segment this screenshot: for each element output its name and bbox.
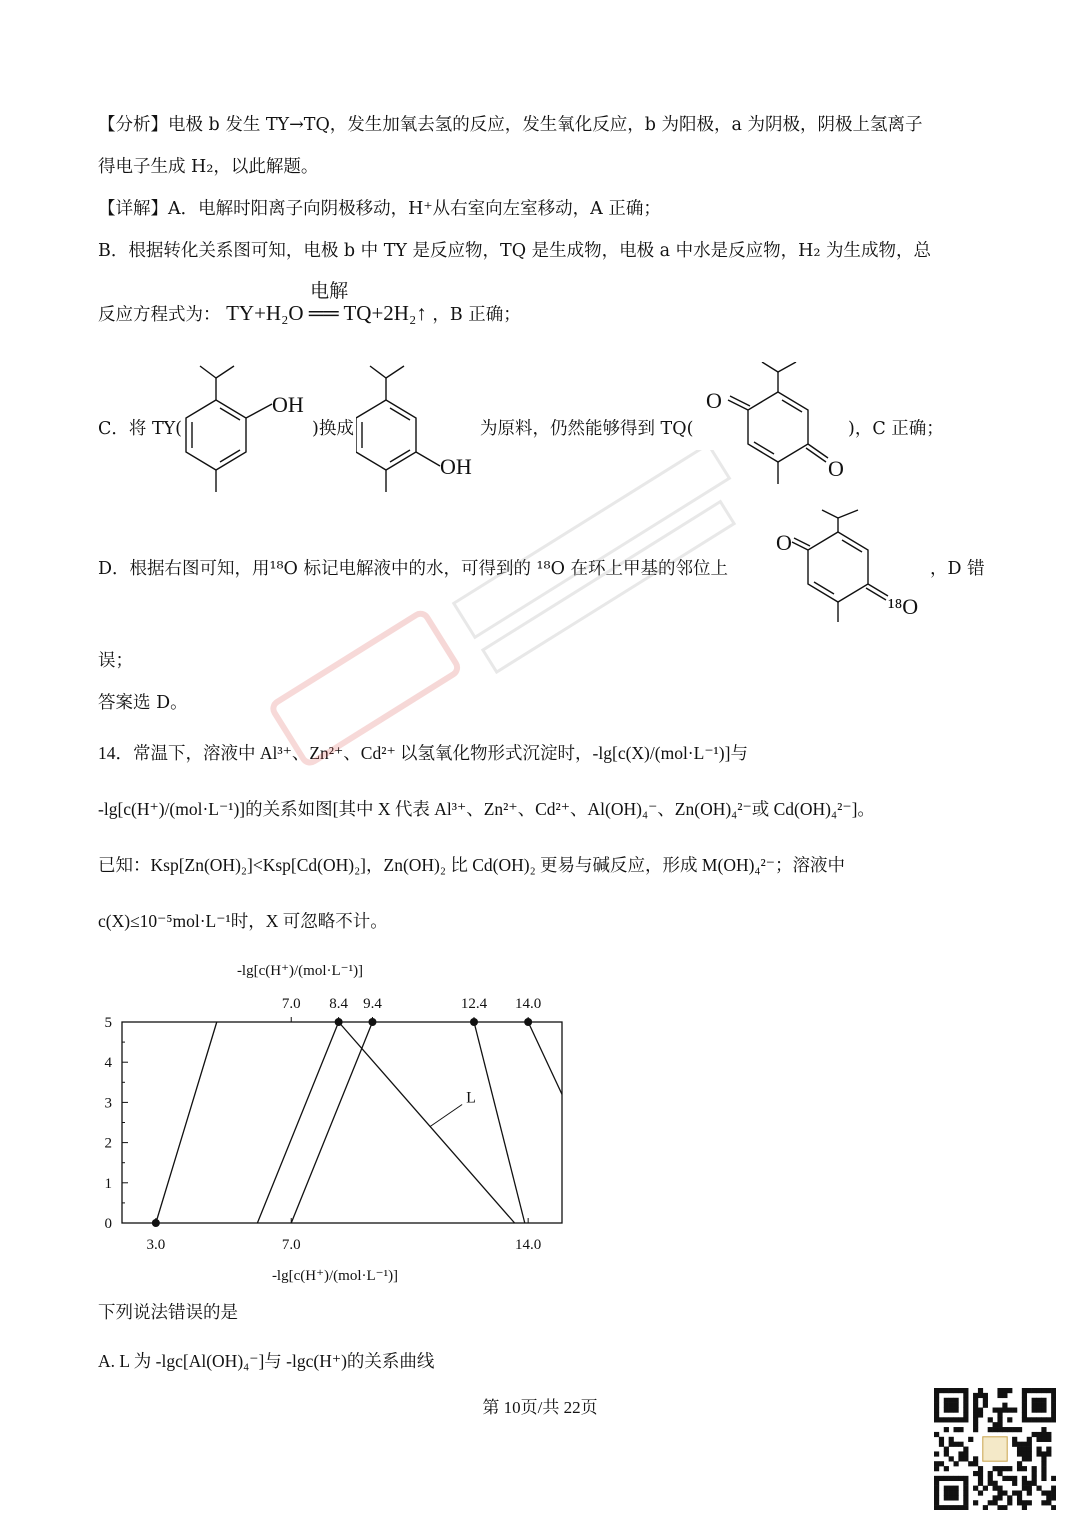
answer-line: 答案选 D。: [98, 693, 188, 713]
bottom-axis-label: -lg[c(H⁺)/(mol·L⁻¹)]: [271, 1268, 399, 1284]
detail-b-prefix: 反应方程式为：: [98, 305, 221, 325]
data-point: [524, 1018, 532, 1026]
analysis-line-2: 得电子生成 H₂，以此解题。: [98, 157, 319, 177]
series-line: [339, 1022, 515, 1223]
plot-area-border: [122, 1022, 562, 1223]
y-tick-label: 5: [104, 1015, 112, 1031]
qr-code: [934, 1388, 1056, 1510]
detail-d-end: 误；: [98, 651, 133, 671]
top-axis-label: -lg[c(H⁺)/(mol·L⁻¹)]: [236, 963, 364, 979]
detail-b-line-2: [98, 280, 521, 328]
detail-c-prefix: C．将 TY(: [98, 419, 183, 439]
series-line: [257, 1022, 338, 1223]
y-tick-label: 0: [104, 1216, 112, 1232]
carbonyl-o-label: O: [776, 530, 792, 555]
oh-label: OH: [272, 392, 304, 417]
o18-label: ¹⁸O: [888, 594, 919, 619]
series-line: [291, 1022, 372, 1223]
substitute-structure: [356, 360, 486, 495]
y-tick-label: 3: [104, 1095, 112, 1112]
top-tick-label: 7.0: [281, 996, 301, 1012]
data-point: [470, 1018, 478, 1026]
curve-label-leader: [430, 1105, 462, 1127]
x-tick-label: 3.0: [146, 1237, 166, 1253]
carbonyl-o-label: O: [828, 456, 844, 481]
series-line: [528, 1022, 562, 1094]
detail-c-suffix: )，C 正确；: [848, 419, 944, 439]
top-tick-label: 9.4: [363, 996, 382, 1012]
question-line-3: 已知：Ksp[Zn(OH)₂]<Ksp[Cd(OH)₂]，Zn(OH)₂ 比 Cd(OH)₂ 更易与碱反应，形成 M(OH)₄²⁻；溶液中: [98, 855, 846, 875]
option-a: A. L 为 -lgc[Al(OH)₄⁻]与 -lgc(H⁺)的关系曲线: [98, 1351, 435, 1371]
precipitation-chart: [95, 955, 575, 1290]
question-prompt: 下列说法错误的是: [98, 1303, 238, 1323]
o18-product-structure: [774, 508, 934, 628]
total-equation: TY+H₂O ══ TQ+2H₂↑: [226, 301, 427, 325]
top-tick-label: 14.0: [515, 996, 542, 1012]
tq-structure: [704, 362, 854, 492]
watermark-stamp: [240, 450, 800, 780]
question-line-1: 14．常温下，溶液中 Al³⁺、Zn²⁺、Cd²⁺ 以氢氧化物形式沉淀时，-lg[c(X)/(mol·L⁻¹)]与: [98, 743, 748, 763]
y-tick-label: 2: [104, 1135, 112, 1152]
data-point: [368, 1018, 376, 1026]
x-tick-label: 7.0: [281, 1237, 301, 1253]
thymol-structure: [178, 360, 318, 495]
question-line-4: c(X)≤10⁻⁵mol·L⁻¹时，X 可忽略不计。: [98, 911, 388, 931]
electrolysis-condition: 电解: [310, 280, 349, 302]
detail-c-mid1: )换成: [312, 419, 354, 439]
series-line: [156, 1022, 217, 1223]
x-tick-label: 14.0: [515, 1237, 542, 1253]
detail-a: 【详解】A．电解时阳离子向阴极移动，H⁺从右室向左室移动，A 正确；: [98, 199, 661, 219]
carbonyl-o-label: O: [706, 388, 722, 413]
data-point: [152, 1219, 160, 1227]
detail-b-line-1: B．根据转化关系图可知，电极 b 中 TY 是反应物，TQ 是生成物，电极 a 中水是反应物，H₂ 为生成物，总: [98, 241, 932, 261]
analysis-line-1: 【分析】电极 b 发生 TY→TQ，发生加氧去氢的反应，发生氧化反应，b 为阳极，a 为阴极，阴极上氢离子: [98, 115, 923, 135]
data-point: [335, 1018, 343, 1026]
top-tick-label: 12.4: [460, 996, 488, 1012]
detail-d-suffix: ，D 错: [930, 559, 985, 579]
question-line-2: -lg[c(H⁺)/(mol·L⁻¹)]的关系如图[其中 X 代表 Al³⁺、Zn²⁺、Cd²⁺、Al(OH)₄⁻、Zn(OH)₄²⁻或 Cd(OH)₄²⁻]。: [98, 799, 875, 819]
y-tick-label: 1: [104, 1175, 112, 1192]
page-number: 第 10页/共 22页: [482, 1398, 598, 1417]
y-tick-label: 4: [104, 1055, 112, 1072]
detail-c-mid2: 为原料，仍然能够得到 TQ(: [480, 419, 694, 439]
series-line: [474, 1022, 525, 1223]
oh-label: OH: [440, 454, 472, 479]
plot-marks: [152, 1018, 562, 1227]
top-tick-label: 8.4: [329, 996, 348, 1012]
detail-b-suffix: ，B 正确；: [432, 305, 521, 325]
detail-d: D．根据右图可知，用¹⁸O 标记电解液中的水，可得到的 ¹⁸O 在环上甲基的邻位上: [98, 559, 728, 579]
curve-label: L: [466, 1089, 476, 1107]
